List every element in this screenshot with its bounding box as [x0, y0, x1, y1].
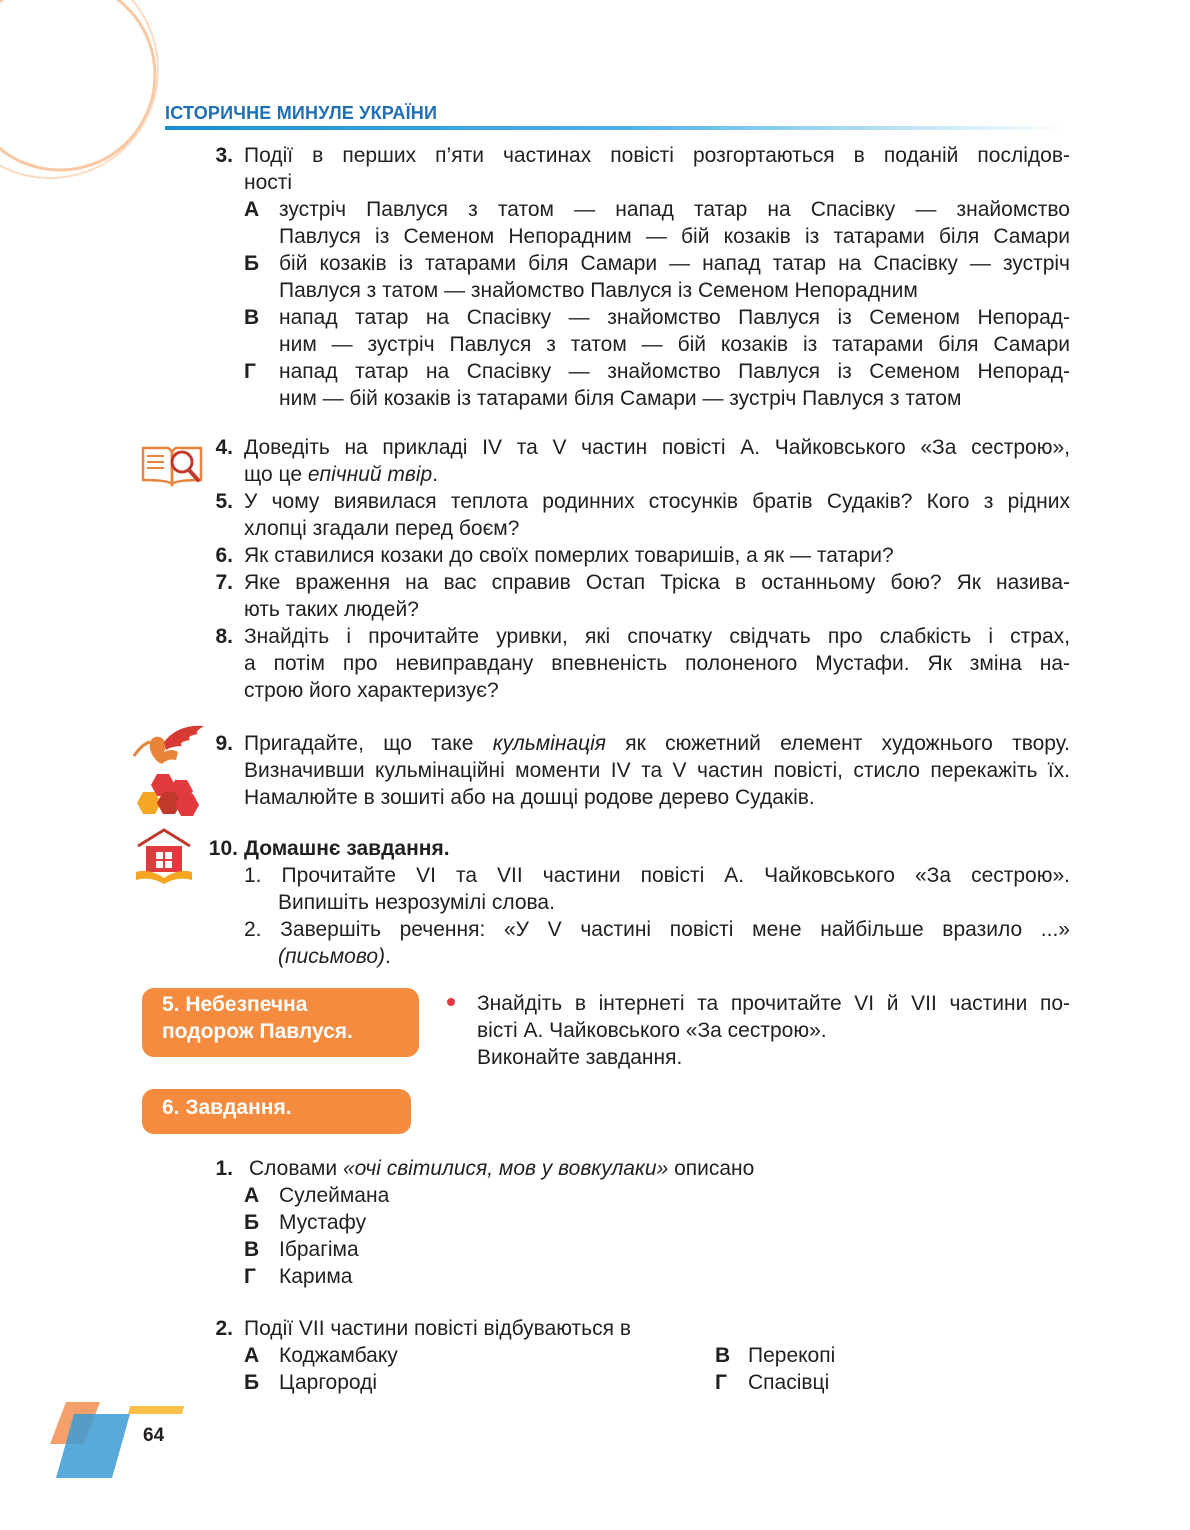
option-text: напад татар на Спасівку — знайомство Павлуся із Семеном Непорад- [279, 306, 1070, 329]
option-text: Ібрагіма [279, 1238, 359, 1261]
option-text: Карима [279, 1265, 353, 1288]
question-number: 10. [208, 837, 238, 860]
section-6-badge: 6. Завдання. [142, 1089, 411, 1134]
option-text: Коджамбаку [279, 1344, 398, 1367]
page-number: 64 [143, 1425, 165, 1446]
option-text: Спасівці [748, 1371, 830, 1394]
question-text: ності [244, 171, 293, 194]
option-text: Мустафу [279, 1211, 367, 1234]
section-5-badge: 5. Небезпечна подорож Павлуся. [142, 988, 419, 1057]
bullet-dot [447, 998, 455, 1006]
option-letter: Г [244, 1265, 256, 1288]
question-text: а потім про невиправдану впевненість полоненого Мустафи. Як зміна на- [244, 652, 1070, 675]
option-letter: Г [715, 1371, 727, 1394]
question-number: 5. [215, 490, 233, 513]
question-text: що це епічний твір. [244, 463, 439, 486]
task-number: 2. [215, 1317, 233, 1340]
option-letter: Б [244, 1371, 260, 1394]
option-letter: В [715, 1344, 731, 1367]
question-text: Визначивши кульмінаційні моменти IV та V частин повісті, стисло перекажіть їх. [244, 759, 1070, 782]
question-text: Пригадайте, що таке кульмінація як сюжетний елемент художнього твору. [244, 732, 1070, 755]
option-text: Сулеймана [279, 1184, 390, 1207]
section-header-title: ІСТОРИЧНЕ МИНУЛЕ УКРАЇНИ [165, 103, 438, 123]
question-text: строю його характеризує? [244, 679, 499, 702]
option-text: Перекопі [748, 1344, 836, 1367]
question-number: 7. [215, 571, 233, 594]
option-text: ним — зустріч Павлуся з татом — бій козаків із татарами біля Самари [279, 333, 1070, 356]
option-text: Царгороді [279, 1371, 378, 1394]
question-text: Намалюйте в зошиті або на дошці родове дерево Судаків. [244, 786, 815, 809]
section-5-text: Виконайте завдання. [477, 1046, 683, 1069]
option-letter: Б [244, 252, 260, 275]
task-number: 1. [215, 1157, 233, 1180]
corner-arc-decoration [0, 0, 170, 200]
question-text: Яке враження на вас справив Остап Тріска в останньому бою? Як назива- [244, 571, 1070, 594]
question-number: 3. [215, 144, 233, 167]
homework-item: (письмово). [278, 945, 391, 968]
task-text: Словами «очі світилися, мов у вовкулаки» описано [249, 1157, 755, 1180]
homework-item: 2. Завершіть речення: «У V частині повісті мене найбільше вразило ...» [244, 918, 1070, 941]
option-letter: В [244, 306, 260, 329]
homework-item: Випишіть незрозумілі слова. [278, 891, 555, 914]
question-number: 9. [215, 732, 233, 755]
homework-item: 1. Прочитайте VI та VII частини повісті А. Чайковського «За сестрою». [244, 864, 1070, 887]
question-number: 4. [215, 436, 233, 459]
question-text: Доведіть на прикладі IV та V частин повісті А. Чайковського «За сестрою», [244, 436, 1070, 459]
option-text: Павлуся із Семеном Непорадним — бій козаків із татарами біля Самари [279, 225, 1070, 248]
option-letter: В [244, 1238, 260, 1261]
section-5-text: Знайдіть в інтернеті та прочитайте VI й VII частини по- [477, 992, 1070, 1015]
option-letter: А [244, 198, 260, 221]
question-text: Події в перших п’яти частинах повісті розгортаються в поданій послідов- [244, 144, 1070, 167]
option-letter: А [244, 1184, 260, 1207]
header-underline [165, 126, 1070, 130]
option-text: зустріч Павлуся з татом — напад татар на Спасівку — знайомство [279, 198, 1070, 221]
option-text: бій козаків із татарами біля Самари — напад татар на Спасівку — зустріч [279, 252, 1070, 275]
question-text: Знайдіть і прочитайте уривки, які спочатку свідчать про слабкість і страх, [244, 625, 1070, 648]
question-text: Як ставилися козаки до своїх померлих товаришів, а як — татари? [244, 544, 894, 567]
corner-stripes-decoration [50, 1402, 190, 1482]
option-letter: Б [244, 1211, 260, 1234]
option-letter: А [244, 1344, 260, 1367]
task-text: Події VII частини повісті відбуваються в [244, 1317, 631, 1340]
question-number: 6. [215, 544, 233, 567]
option-text: напад татар на Спасівку — знайомство Павлуся із Семеном Непорад- [279, 360, 1070, 383]
question-text: У чому виявилася теплота родинних стосунків братів Судаків? Кого з рідних [244, 490, 1070, 513]
option-letter: Г [244, 360, 256, 383]
question-text: ють таких людей? [244, 598, 419, 621]
option-text: Павлуся з татом — знайомство Павлуся із Семеном Непорадним [279, 279, 918, 302]
question-number: 8. [215, 625, 233, 648]
homework-title: Домашнє завдання. [244, 837, 450, 860]
hexagons-icon [135, 772, 201, 816]
section-5-text: вісті А. Чайковського «За сестрою». [477, 1019, 827, 1042]
question-text: хлопці згадали перед боєм? [244, 517, 520, 540]
option-text: ним — бій козаків із татарами біля Самари — зустріч Павлуся з татом [279, 387, 962, 410]
